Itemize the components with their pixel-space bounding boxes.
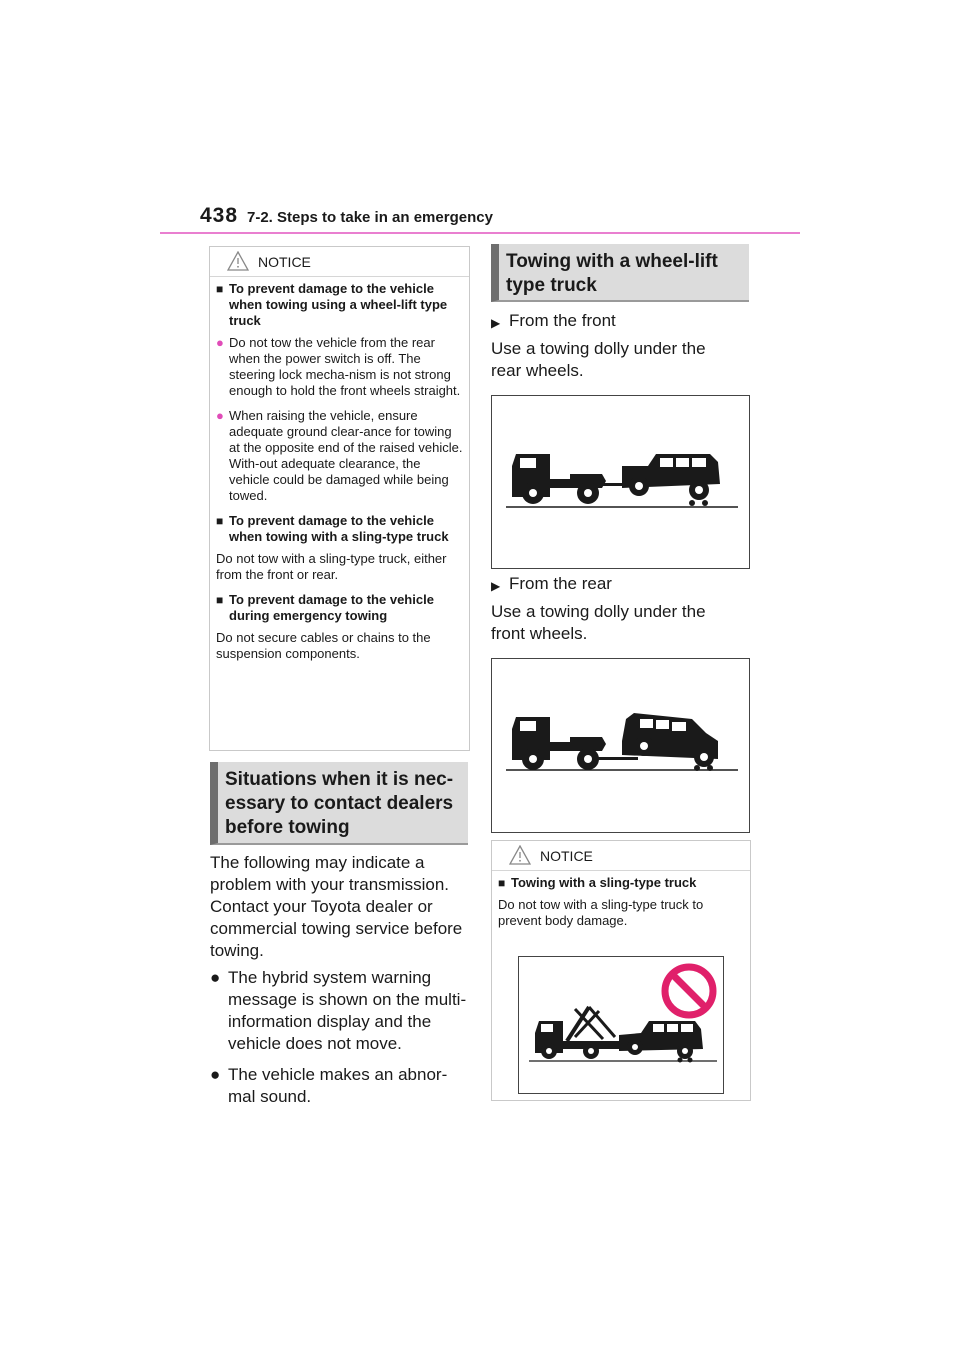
from-front-text: Use a towing dolly under the rear wheels. <box>491 339 706 380</box>
notice-header <box>492 841 750 871</box>
notice-text: Do not tow with a sling-type truck, either from the front or rear. <box>216 551 447 582</box>
from-front-label: ▶ From the front <box>491 310 616 334</box>
square-marker-icon: ■ <box>216 593 224 607</box>
situations-intro: The following may indicate a problem with your transmission. Contact your Toyota dealer or commercial towing service before towing. <box>210 853 463 960</box>
notice-label: NOTICE <box>540 848 593 864</box>
figure-tow-from-front <box>491 395 750 569</box>
triangle-marker-icon: ▶ <box>491 579 501 593</box>
bullet-icon: ● <box>210 1065 221 1084</box>
list-item: ● The vehicle makes an abnor-mal sound. <box>210 1065 448 1106</box>
from-rear-text: Use a towing dolly under the front wheels. <box>491 602 706 643</box>
notice-body <box>492 871 750 929</box>
notice-subheading: ■ To prevent damage to the vehicle when towing with a sling-type truck <box>216 513 449 544</box>
notice-text: Do not secure cables or chains to the suspension components. <box>216 630 431 661</box>
warning-triangle-icon <box>227 251 249 271</box>
list-item: ● The hybrid system warning message is shown on the multi-information display and the vehicle does not move. <box>210 968 467 1053</box>
situations-heading: Situations when it is nec-essary to contact dealers before towing <box>210 762 468 845</box>
situations-bullets <box>210 967 468 1108</box>
square-marker-icon: ■ <box>216 282 224 296</box>
square-marker-icon: ■ <box>498 876 506 890</box>
notice-body <box>210 277 469 662</box>
notice-label: NOTICE <box>258 254 311 270</box>
from-rear-label: ▶ From the rear <box>491 573 612 597</box>
triangle-marker-icon: ▶ <box>491 316 501 330</box>
bullet-icon: ● <box>210 968 221 987</box>
figure-sling-prohibited <box>518 956 724 1094</box>
square-marker-icon: ■ <box>216 514 224 528</box>
notice-bullet: ● Do not tow the vehicle from the rear when the power switch is off. The steering lock mecha-nism is not strong enough to hold the front wheels straight. <box>216 335 461 398</box>
figure-tow-from-rear <box>491 658 750 833</box>
tow-truck-rear-illustration <box>492 659 749 832</box>
dot-marker-icon: ● <box>216 335 224 350</box>
tow-truck-front-illustration <box>492 396 749 568</box>
notice-subheading: ■ Towing with a sling-type truck <box>498 875 697 890</box>
notice-text: Do not tow with a sling-type truck to prevent body damage. <box>498 897 704 928</box>
section-title: 7-2. Steps to take in an emergency <box>247 209 493 226</box>
sling-truck-prohibited-illustration <box>519 957 723 1093</box>
notice-box-sling <box>491 840 751 1101</box>
dot-marker-icon: ● <box>216 408 224 423</box>
header-rule <box>160 232 800 234</box>
notice-header <box>210 247 469 277</box>
notice-bullet: ● When raising the vehicle, ensure adequate ground clear-ance for towing at the opposite end of the raised vehicle. With-out adequate clearance, the vehicle could be damaged while being towed. <box>216 408 463 503</box>
warning-triangle-icon <box>509 845 531 865</box>
notice-box-towing <box>209 246 470 751</box>
wheel-lift-heading: Towing with a wheel-lift type truck <box>491 244 749 302</box>
notice-subheading: ■ To prevent damage to the vehicle during emergency towing <box>216 592 434 623</box>
page-number: 438 <box>200 204 239 227</box>
notice-subheading: ■ To prevent damage to the vehicle when towing using a wheel-lift type truck <box>216 281 448 328</box>
